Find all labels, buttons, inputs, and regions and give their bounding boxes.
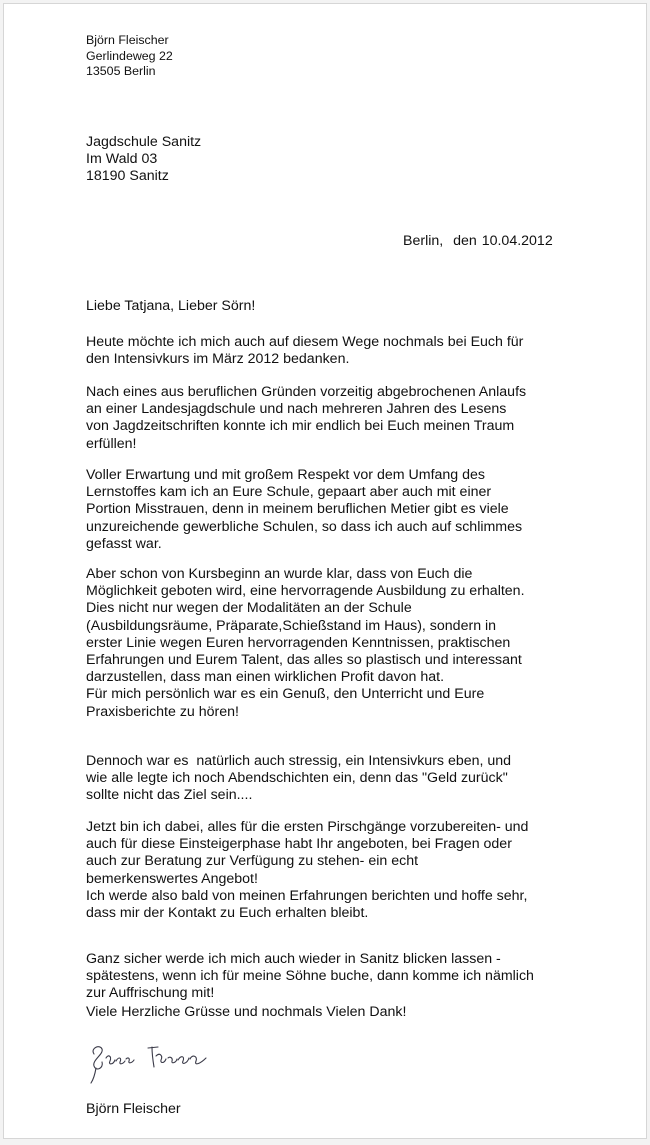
closing-greeting: [86, 1004, 586, 1021]
paragraph-line: auch zur Beratung zur Verfügung zu stehen- ein echt: [86, 853, 419, 870]
paragraph-line: Ganz sicher werde ich mich auch wieder in Sanitz blicken lassen -: [86, 951, 501, 967]
paragraph-line: auch für diese Einsteigerphase habt Ihr angeboten, bei Fragen oder: [86, 836, 512, 853]
paragraph-line: Jetzt bin ich dabei, alles für die ersten Pirschgänge vorzubereiten- und: [86, 819, 529, 835]
paragraph-line: Ich werde also bald von meinen Erfahrungen berichten und hoffe sehr,: [86, 887, 528, 904]
paragraph-line: wie alle legte ich noch Abendschichten ein, denn das "Geld zurück": [86, 770, 508, 787]
paragraph-6: [86, 819, 586, 922]
paragraph-4: [86, 566, 586, 721]
salutation: [86, 298, 586, 315]
paragraph-line: von Jagdzeitschriften konnte ich mir endlich bei Euch meinen Traum: [86, 418, 515, 435]
paragraph-line: Lernstoffes kam ich an Eure Schule, gepaart aber auch mit einer: [86, 484, 492, 501]
paragraph-7: [86, 951, 586, 1003]
sender-name: Björn Fleischer: [86, 33, 169, 47]
paragraph-line: erster Linie wegen Euren hervorragenden Kenntnissen, praktischen: [86, 634, 511, 651]
sender-name-closing: Björn Fleischer: [86, 1101, 181, 1117]
paragraph-line: Heute möchte ich mich auch auf diesem Wege nochmals bei Euch für: [86, 334, 524, 350]
paragraph-line: unzureichende gewerbliche Schulen, so dass ich auch auf schlimmes: [86, 518, 523, 535]
letter-page: [3, 3, 647, 1139]
paragraph-line: Für mich persönlich war es ein Genuß, den Unterricht und Eure: [86, 686, 485, 703]
recipient-name: Jagdschule Sanitz: [86, 134, 202, 150]
place-and-date: Berlin, den 10.04.2012: [403, 233, 553, 249]
salutation-text: Liebe Tatjana, Lieber Sörn!: [86, 298, 256, 314]
paragraph-line: erfüllen!: [86, 435, 137, 452]
paragraph-line: spätestens, wenn ich für meine Söhne buche, dann komme ich nämlich: [86, 968, 534, 985]
paragraph-line: an einer Landesjagdschule und nach mehreren Jahren des Lesens: [86, 401, 507, 418]
paragraph-line: Dies nicht nur wegen der Modalitäten an der Schule: [86, 600, 412, 617]
paragraph-2: [86, 384, 586, 453]
paragraph-line: Möglichkeit geboten wird, eine hervorragende Ausbildung zu erhalten.: [86, 583, 525, 600]
recipient-address: [86, 134, 201, 185]
recipient-city: 18190 Sanitz: [86, 168, 169, 184]
paragraph-line: gefasst war.: [86, 535, 162, 552]
paragraph-line: Dennoch war es natürlich auch stressig, ein Intensivkurs eben, und: [86, 753, 512, 769]
paragraph-line: Portion Misstrauen, denn in meinem beruflichen Metier gibt es viele: [86, 501, 509, 518]
paragraph-1: [86, 334, 586, 368]
paragraph-line: Aber schon von Kursbeginn an wurde klar, dass von Euch die: [86, 566, 473, 582]
sender-city: 13505 Berlin: [86, 64, 156, 78]
recipient-street: Im Wald 03: [86, 151, 158, 167]
paragraph-line: Praxisberichte zu hören!: [86, 703, 239, 720]
paragraph-3: [86, 467, 586, 553]
paragraph-line: Voller Erwartung und mit großem Respekt vor dem Umfang des: [86, 467, 485, 483]
paragraph-line: bemerkenswertes Angebot!: [86, 870, 258, 887]
paragraph-line: Nach eines aus beruflichen Gründen vorzeitig abgebrochenen Anlaufs: [86, 384, 527, 400]
paragraph-line: sollte nicht das Ziel sein....: [86, 787, 253, 804]
paragraph-line: den Intensivkurs im März 2012 bedanken.: [86, 351, 350, 368]
sender-street: Gerlindeweg 22: [86, 48, 173, 63]
paragraph-line: (Ausbildungsräume, Präparate,Schießstand im Haus), sondern in: [86, 617, 497, 634]
handwritten-signature: [86, 1034, 216, 1084]
paragraph-line: darzustellen, dass man einen wirklichen Profit davon hat.: [86, 669, 445, 686]
paragraph-line: Viele Herzliche Grüsse und nochmals Vielen Dank!: [86, 1004, 407, 1020]
sender-address: [86, 33, 173, 80]
paragraph-line: dass mir der Kontakt zu Euch erhalten bleibt.: [86, 905, 369, 922]
paragraph-5: [86, 753, 586, 805]
paragraph-line: Erfahrungen und Eurem Talent, das alles so plastisch und interessant: [86, 652, 522, 669]
paragraph-line: zur Auffrischung mit!: [86, 985, 215, 1002]
